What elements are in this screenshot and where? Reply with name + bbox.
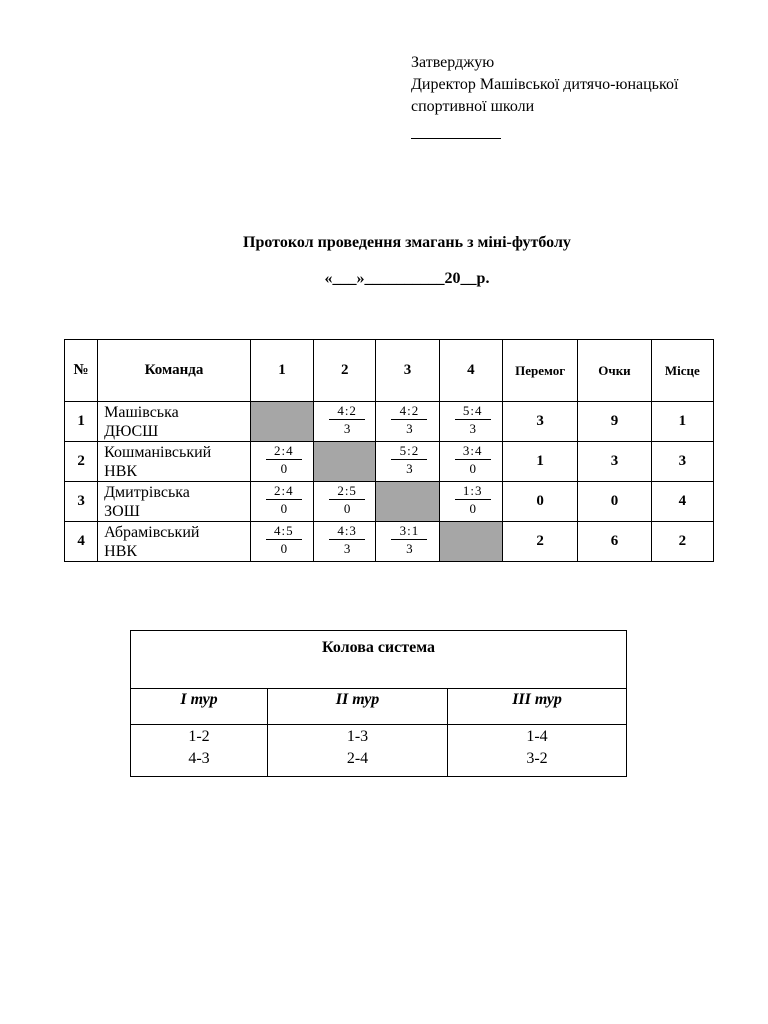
score-cell	[250, 442, 313, 482]
team-name-line: Машівська	[104, 403, 179, 421]
round-name: II тур	[268, 689, 448, 725]
wins-value: 2	[502, 522, 577, 562]
score-cell	[250, 482, 313, 522]
match-points: 3	[343, 421, 351, 436]
score-cell	[250, 522, 313, 562]
match-points: 0	[343, 501, 351, 516]
score-cell	[314, 482, 376, 522]
score-cell	[376, 442, 439, 482]
match-score: 4:2	[391, 403, 427, 420]
team-name-line: Кошманівський	[104, 443, 212, 461]
header-wins: Перемог	[502, 340, 577, 402]
score-cell	[439, 402, 502, 442]
round-name: III тур	[448, 689, 627, 725]
diagonal-cell	[250, 402, 313, 442]
header-number: №	[65, 340, 98, 402]
team-name-line: НВК	[104, 462, 138, 480]
score-cell	[376, 402, 439, 442]
round-pairs	[268, 725, 448, 777]
team-name	[98, 402, 251, 442]
team-number: 2	[65, 442, 98, 482]
points-value: 6	[578, 522, 651, 562]
header-opponent-3: 3	[376, 340, 439, 402]
table-row	[65, 442, 714, 482]
score-cell	[314, 522, 376, 562]
match-points: 0	[469, 461, 476, 476]
team-name-line: НВК	[104, 542, 138, 560]
results-table	[64, 339, 714, 562]
match-points: 0	[280, 541, 288, 556]
match-points: 3	[469, 421, 476, 436]
approval-position: Директор Машівської дитячо-юнацької	[411, 76, 679, 93]
match-points: 0	[280, 461, 288, 476]
place-value: 4	[651, 482, 713, 522]
team-name-line: ДЮСШ	[104, 422, 159, 440]
match-score: 1:3	[455, 483, 491, 500]
team-name-line: ЗОШ	[104, 502, 140, 520]
match-pair: 1-3	[346, 728, 369, 745]
team-name-line: Абрамівський	[104, 523, 200, 541]
match-score: 3:4	[455, 443, 491, 460]
wins-value: 1	[502, 442, 577, 482]
match-pair: 1-2	[188, 728, 210, 745]
match-points: 3	[406, 421, 413, 436]
round-name: I тур	[131, 689, 268, 725]
document-title: Протокол проведення змагань з міні-футболу	[243, 234, 571, 251]
diagonal-cell	[314, 442, 376, 482]
match-points: 3	[406, 541, 413, 556]
header-opponent-1: 1	[250, 340, 313, 402]
match-pair: 2-4	[346, 750, 369, 767]
header-opponent-2: 2	[314, 340, 376, 402]
place-value: 1	[651, 402, 713, 442]
round-pairs	[448, 725, 627, 777]
points-value: 0	[578, 482, 651, 522]
match-score: 3:1	[391, 523, 427, 540]
team-number: 3	[65, 482, 98, 522]
team-name	[98, 442, 251, 482]
match-pair: 1-4	[526, 728, 548, 745]
team-name	[98, 522, 251, 562]
match-pair: 4-3	[188, 750, 210, 767]
document-date: «___»__________20__р.	[324, 270, 490, 287]
table-row	[65, 482, 714, 522]
points-value: 9	[578, 402, 651, 442]
wins-value: 0	[502, 482, 577, 522]
round-pairs	[131, 725, 268, 777]
table-row	[65, 402, 714, 442]
header-team: Команда	[98, 340, 251, 402]
diagonal-cell	[376, 482, 439, 522]
approval-heading: Затверджую	[411, 54, 495, 71]
score-cell	[439, 482, 502, 522]
results-header-row	[65, 340, 714, 402]
match-points: 0	[280, 501, 288, 516]
match-score: 4:2	[329, 403, 365, 420]
approval-block	[411, 52, 678, 139]
match-score: 2:4	[266, 483, 302, 500]
match-points: 3	[343, 541, 351, 556]
match-points: 3	[406, 461, 413, 476]
score-cell	[439, 442, 502, 482]
round-robin-table	[130, 630, 627, 777]
round-robin-title: Колова система	[131, 631, 627, 689]
match-points: 0	[469, 501, 476, 516]
header-points: Очки	[578, 340, 651, 402]
wins-value: 3	[502, 402, 577, 442]
match-pair: 3-2	[526, 750, 548, 767]
team-number: 1	[65, 402, 98, 442]
team-name-line: Дмитрівська	[104, 483, 190, 501]
team-name	[98, 482, 251, 522]
match-score: 2:4	[266, 443, 302, 460]
score-cell	[314, 402, 376, 442]
place-value: 2	[651, 522, 713, 562]
place-value: 3	[651, 442, 713, 482]
team-number: 4	[65, 522, 98, 562]
score-cell	[376, 522, 439, 562]
match-score: 4:3	[329, 523, 365, 540]
table-row	[65, 522, 714, 562]
points-value: 3	[578, 442, 651, 482]
approval-organization: спортивної школи	[411, 98, 535, 115]
match-score: 5:2	[391, 443, 427, 460]
match-score: 2:5	[329, 483, 365, 500]
header-place: Місце	[651, 340, 713, 402]
header-opponent-4: 4	[439, 340, 502, 402]
diagonal-cell	[439, 522, 502, 562]
signature-line	[411, 124, 501, 139]
match-score: 5:4	[455, 403, 491, 420]
match-score: 4:5	[266, 523, 302, 540]
